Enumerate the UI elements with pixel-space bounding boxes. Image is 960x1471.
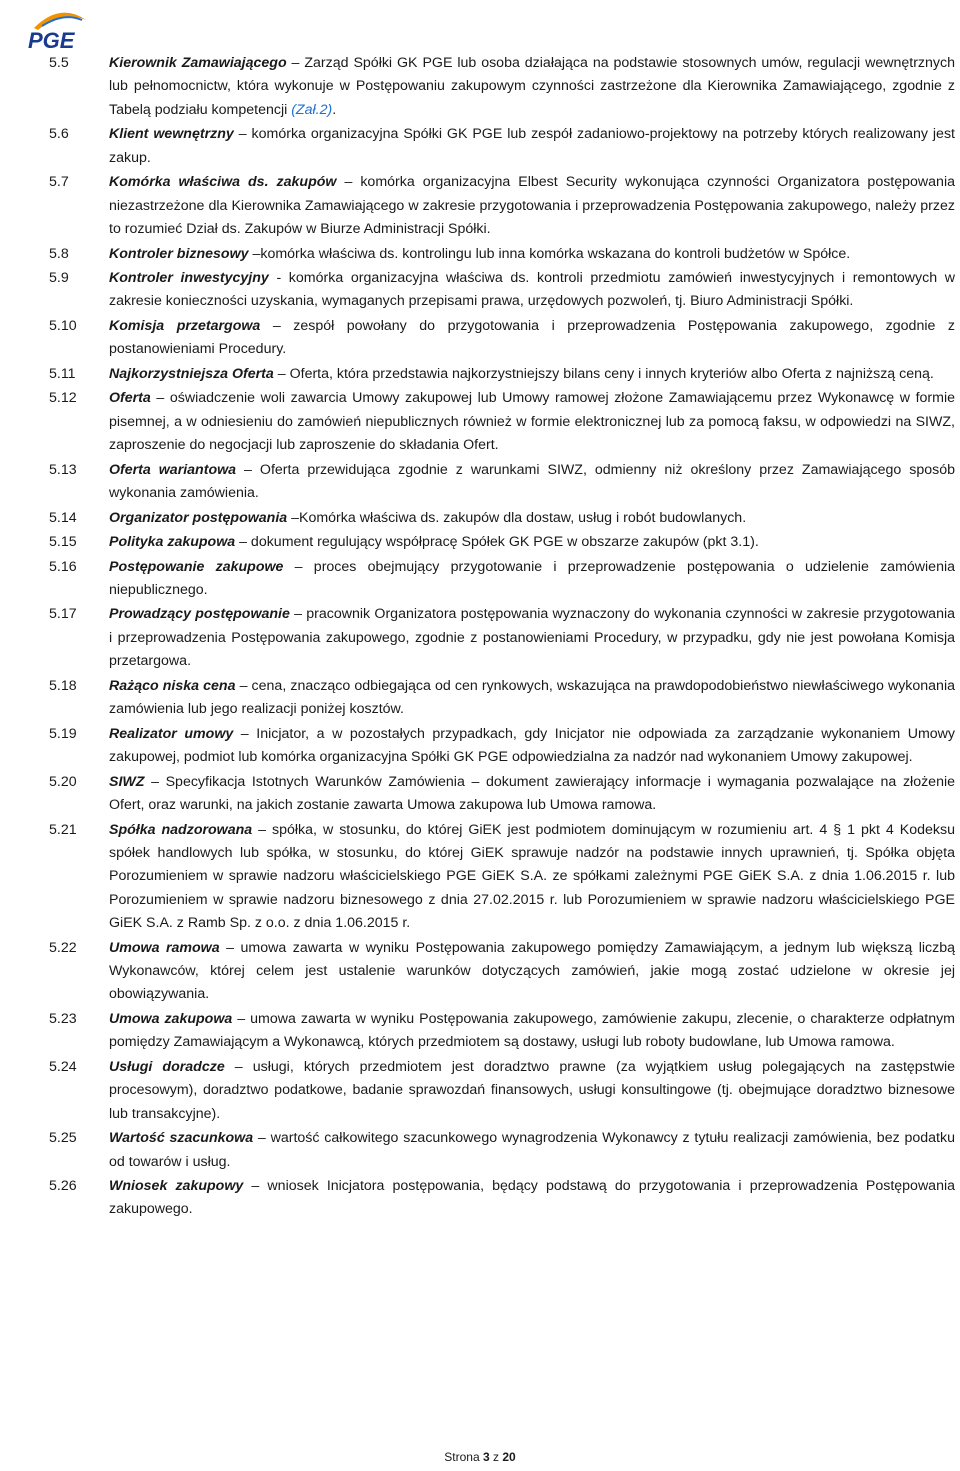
definition-tail: . [332, 101, 337, 118]
definition-item [49, 507, 955, 530]
definition-term: Polityka zakupowa [109, 534, 236, 551]
definitions-list [49, 52, 955, 1223]
definition-text: – Specyfikacja Istotnych Warunków Zamówienia – dokument zawierający informacje i wymagania pozwalające na złożenie Ofert, oraz warunki, na jakich zostanie zawarta Umowa zakupowa lub Umowa ramowa. [109, 773, 955, 813]
definition-text: – wartość całkowitego szacunkowego wynagrodzenia Wykonawcy z tytułu realizacji zamówienia, bez podatku od towarów i usług. [109, 1130, 955, 1170]
definition-body [109, 267, 955, 314]
definition-text: – pracownik Organizatora postępowania wyznaczony do wykonania czynności w zakresie przygotowania i przeprowadzenia Postępowania zakupowego, zgodnie z postanowieniami Procedury, w przypadku, gdy nie jest powołana Komisja przetargowa. [109, 606, 956, 670]
definition-term: Umowa ramowa [109, 939, 220, 956]
definition-number: 5.10 [49, 317, 77, 334]
definition-body [109, 675, 955, 722]
definition-item [49, 819, 955, 936]
definition-number: 5.15 [49, 534, 77, 551]
definition-text: – Inicjator, a w pozostałych przypadkach, gdy Inicjator nie odpowiada za zarządzanie wykonaniem Umowy zakupowej, podmiot lub komórka organizacyjna Spółki GK PGE odpowiedzialna za nadzór nad wykonaniem Umowy zakupowej. [109, 725, 955, 766]
definition-body [109, 315, 955, 362]
annex-reference: (Zał.2) [287, 101, 333, 118]
definition-text: – dokument regulujący współpracę Spółek GK PGE w obszarze zakupów (pkt 3.1). [235, 534, 759, 551]
definition-text: – cena, znacząco odbiegająca od cen rynkowych, wskazująca na prawdopodobieństwo niewłaściwego wykonania zamówienia lub jego realizacji poniżej kosztów. [109, 677, 955, 718]
definition-number: 5.20 [49, 773, 77, 790]
definition-text: – usługi, których przedmiotem jest doradztwo prawne (za wyjątkiem usług polegających na zastępstwie procesowym), doradztwo podatkowe, badanie sprawozdań finansowych, usługi konsultingowe (tj. obejmujące doradztwo biznesowe lub transakcyjne). [109, 1058, 955, 1122]
definition-body [109, 171, 955, 241]
definition-term: Kierownik Zamawiającego [109, 55, 287, 71]
definition-item [49, 171, 955, 241]
definition-number: 5.9 [49, 270, 69, 287]
footer-label: Strona [444, 1450, 483, 1464]
definition-term: Realizator umowy [109, 725, 234, 742]
definition-number: 5.16 [49, 558, 77, 575]
definition-number: 5.12 [49, 390, 77, 407]
definition-body [109, 387, 955, 457]
definition-body [109, 819, 955, 936]
definition-body [109, 459, 955, 506]
definition-item [49, 243, 955, 266]
definition-body [109, 556, 955, 603]
definition-number: 5.18 [49, 677, 77, 694]
definition-text: – Oferta przewidująca zgodnie z warunkami SIWZ, odmienny niż określony przez Zamawiającego sposób wykonania zamówienia. [109, 461, 955, 502]
definition-term: Organizator postępowania [109, 509, 288, 526]
definition-term: Postępowanie zakupowe [109, 558, 284, 575]
definition-term: Kontroler biznesowy [109, 245, 249, 262]
definition-text: – Zarząd Spółki GK PGE lub osoba działająca na podstawie stosownych umów, regulacji wewnętrznych lub pełnomocnictw, która wykonuje w Postępowaniu zakupowym czynności zastrzeżone dla Kierownika Zamawiającego, zgodnie z Tabelą podziału kompetencji [109, 55, 955, 118]
definition-item [49, 363, 955, 386]
definition-item [49, 531, 955, 554]
definition-term: Oferta wariantowa [109, 461, 237, 478]
definition-body [109, 603, 955, 673]
definition-body [109, 771, 955, 818]
definition-term: Wniosek zakupowy [109, 1178, 244, 1195]
definition-item [49, 1008, 955, 1055]
definition-text: – komórka organizacyjna Elbest Security wykonująca czynności Organizatora postępowania niezastrzeżone dla Kierownika Zamawiającego w zakresie przygotowania i przeprowadzenia Postępowania zakupowego, należy przez to rozumieć Dział ds. Zakupów w Biurze Administracji Spółki. [109, 174, 955, 238]
definition-body [109, 937, 955, 1007]
definition-term: Rażąco niska cena [109, 677, 236, 694]
definition-item [49, 1056, 955, 1126]
definition-item [49, 123, 955, 170]
definition-text: – oświadczenie woli zawarcia Umowy zakupowej lub Umowy ramowej złożone Zamawiającemu przez Wykonawcę w formie pisemnej, a w odniesieniu do zamówień niepublicznych również w formie elektronicznej lub za pomocą faksu, w odpowiedzi na SIWZ, zaproszenie do negocjacji lub zaproszenie do składania Ofert. [109, 390, 955, 454]
definition-item [49, 937, 955, 1007]
definition-term: Komórka właściwa ds. zakupów [109, 174, 337, 191]
definition-term: Prowadzący postępowanie [109, 606, 290, 623]
definition-text: – komórka organizacyjna Spółki GK PGE lub zespół zadaniowo-projektowy na potrzeby których realizowany jest zakup. [109, 126, 955, 166]
definition-item [49, 556, 955, 603]
footer-page-number: 3 [482, 1450, 490, 1464]
definition-number: 5.22 [49, 939, 77, 956]
definition-item [49, 771, 955, 818]
definition-number: 5.5 [49, 55, 69, 71]
pge-logo [20, 6, 100, 50]
footer-page-total: 20 [502, 1450, 516, 1464]
definition-term: Najkorzystniejsza Oferta [109, 365, 274, 382]
definition-term: Kontroler inwestycyjny [109, 270, 269, 287]
definition-body [109, 52, 955, 122]
definition-body [109, 531, 955, 554]
page-footer [0, 1450, 960, 1464]
definition-item [49, 675, 955, 722]
definition-item [49, 267, 955, 314]
definition-number: 5.19 [49, 725, 77, 742]
definition-term: Spółka nadzorowana [109, 821, 253, 838]
definition-item [49, 1127, 955, 1174]
definition-number: 5.26 [49, 1178, 77, 1195]
logo-text: PGE [28, 28, 75, 50]
definition-number: 5.24 [49, 1058, 77, 1075]
definition-item [49, 603, 955, 673]
footer-separator: z [489, 1450, 503, 1464]
definition-item [49, 387, 955, 457]
definition-text: – proces obejmujący przygotowanie i przeprowadzenie postępowania o udzielenie zamówienia niepublicznego. [109, 558, 955, 598]
definition-body [109, 1127, 955, 1174]
definition-item [49, 723, 955, 770]
definition-body [109, 507, 955, 530]
pge-logo-graphic [20, 6, 100, 50]
definition-text: - komórka organizacyjna właściwa ds. kontroli przedmiotu zamówień inwestycyjnych i remontowych w zakresie konieczności uzyskania, wymaganych przepisami prawa, urzędowych pozwoleń, tj. Biuro Administracji Spółki. [109, 270, 955, 310]
definition-term: Umowa zakupowa [109, 1010, 233, 1027]
definition-body [109, 363, 955, 386]
definition-number: 5.8 [49, 245, 69, 262]
definition-term: Komisja przetargowa [109, 317, 261, 334]
definition-term: Wartość szacunkowa [109, 1130, 254, 1147]
definition-term: Oferta [109, 390, 151, 407]
definition-number: 5.21 [49, 821, 77, 838]
definition-number: 5.7 [49, 174, 69, 191]
definition-number: 5.25 [49, 1130, 77, 1147]
definition-body [109, 243, 955, 266]
definition-number: 5.13 [49, 461, 77, 478]
definition-text: – wniosek Inicjatora postępowania, będący podstawą do przygotowania i przeprowadzenia Postępowania zakupowego. [109, 1178, 956, 1218]
definition-term: Klient wewnętrzny [109, 126, 234, 143]
definition-body [109, 1008, 955, 1055]
definition-body [109, 1056, 955, 1126]
definition-term: Usługi doradcze [109, 1058, 225, 1075]
definition-text: – Oferta, która przedstawia najkorzystniejszy bilans ceny i innych kryteriów albo Oferta z najniższą ceną. [273, 365, 934, 382]
definition-item [49, 52, 955, 122]
definition-text: – umowa zawarta w wyniku Postępowania zakupowego pomiędzy Zamawiającym, a jednym lub większą liczbą Wykonawców, której celem jest ustalenie warunków dotyczących zamówień, jakie mogą zostać udzielone w okresie jej obowiązywania. [109, 939, 956, 1003]
definition-item [49, 1175, 955, 1222]
definition-text: –Komórka właściwa ds. zakupów dla dostaw, usług i robót budowlanych. [287, 509, 747, 526]
definition-number: 5.17 [49, 606, 77, 623]
definition-item [49, 459, 955, 506]
definition-number: 5.6 [49, 126, 69, 143]
definition-text: – umowa zawarta w wyniku Postępowania zakupowego, zamówienie zakupu, zlecenie, o charakterze odpłatnym pomiędzy Zamawiającym a Wykonawcą, których przedmiotem są dostawy, usługi lub roboty budowlane, lub Umowa ramowa. [109, 1010, 956, 1051]
definition-number: 5.23 [49, 1010, 77, 1027]
definition-body [109, 123, 955, 170]
definition-item [49, 315, 955, 362]
definition-text: – zespół powołany do przygotowania i przeprowadzenia Postępowania zakupowego, zgodnie z postanowieniami Procedury. [109, 317, 955, 358]
definition-text: –komórka właściwa ds. kontrolingu lub inna komórka wskazana do kontroli budżetów w Spółce. [248, 245, 851, 262]
definition-body [109, 1175, 955, 1222]
definition-number: 5.14 [49, 509, 77, 526]
definition-body [109, 723, 955, 770]
definition-number: 5.11 [49, 365, 76, 382]
definition-text: – spółka, w stosunku, do której GiEK jest podmiotem dominującym w rozumieniu art. 4 § 1 pkt 4 Kodeksu spółek handlowych lub spółka, w stosunku, do której GiEK sprawuje nadzór na podstawie innych uprawnień, tj. Spółka objęta Porozumieniem w sprawie nadzoru właścicielskiego PGE GiEK S.A. ze spółkami zależnymi PGE GiEK S.A. z dnia 1.06.2015 r. lub Porozumieniem w sprawie nadzoru biznesowego z dnia 27.02.2015 r. lub Porozumieniem w sprawie nadzoru właścicielskiego PGE GiEK S.A. z Ramb Sp. z o.o. z dnia 1.06.2015 r. [109, 821, 955, 932]
definition-term: SIWZ [109, 773, 145, 790]
